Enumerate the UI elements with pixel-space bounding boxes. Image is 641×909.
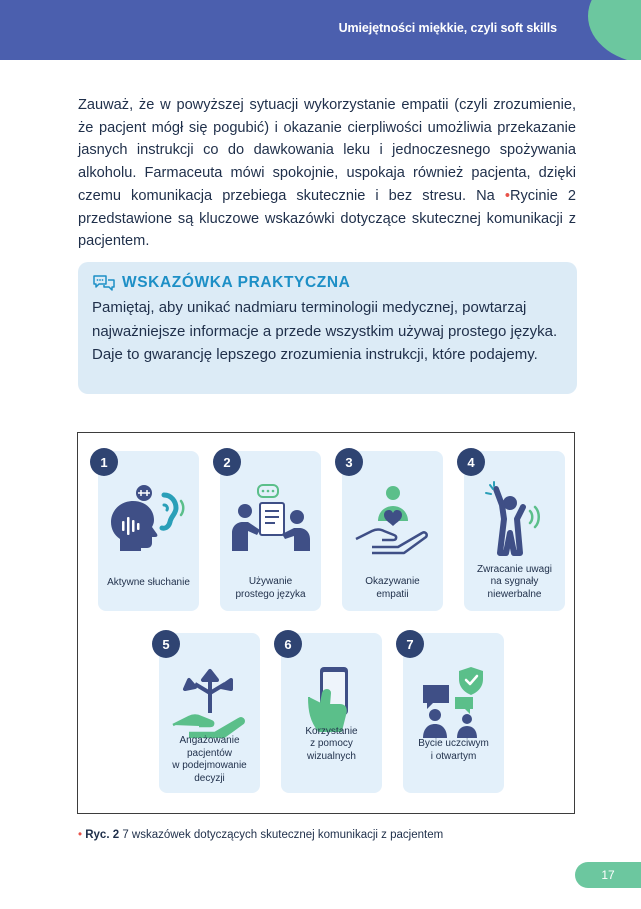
caption-label: Ryc. 2 bbox=[85, 829, 120, 841]
page-header bbox=[0, 0, 641, 60]
gesture-person-icon bbox=[472, 481, 558, 556]
tip-card-label: Okazywanie empatii bbox=[365, 576, 420, 600]
tip-number-badge: 6 bbox=[274, 630, 302, 658]
tip-title: WSKAZÓWKA PRAKTYCZNA bbox=[122, 274, 351, 291]
paragraph-text-1: Zauważ, że w powyższej sytuacji wykorzystanie empatii (czyli zrozumienie, że pacjent mógł się pogubić) i okazanie cierpliwości umożliwia przekazanie jasnych instrukcji co do dawkowania leku i jednoczesnego spożywania alkoholu. Farmaceuta mówi spokojnie, uspokaja również pacjenta, dzięki czemu komunikacja przebiega skutecznie i bez stresu. Na bbox=[78, 97, 576, 204]
body-paragraph bbox=[78, 94, 576, 253]
tip-card-label: Angażowanie pacjentów w podejmowanie decyzji bbox=[172, 735, 247, 784]
tip-number-badge: 4 bbox=[457, 448, 485, 476]
tip-card-7 bbox=[403, 633, 504, 793]
tip-card-1 bbox=[98, 451, 199, 611]
tip-card-3 bbox=[342, 451, 443, 611]
tip-card-label: Korzystanie z pomocy wizualnych bbox=[305, 725, 358, 762]
tip-card-5 bbox=[159, 633, 260, 793]
speech-bubbles-icon bbox=[92, 274, 116, 292]
people-document-icon bbox=[228, 481, 314, 556]
heart-hand-icon bbox=[350, 481, 436, 556]
tip-card-label: Aktywne słuchanie bbox=[107, 576, 190, 588]
figure-tips bbox=[77, 432, 575, 814]
header-decoration bbox=[588, 0, 641, 60]
tip-card-label: Używanie prostego języka bbox=[235, 576, 306, 600]
page-number: 17 bbox=[575, 862, 641, 888]
tip-text: Pamiętaj, aby unikać nadmiaru terminologii medycznej, powtarzaj najważniejsze informacje a przede wszystkim używaj prostego języka. Daje to gwarancję lepszego zrozumienia instrukcji, które podajemy. bbox=[92, 299, 558, 363]
tip-card-4 bbox=[464, 451, 565, 611]
hand-arrows-icon bbox=[167, 663, 253, 738]
tip-card-label: Bycie uczciwym i otwartym bbox=[418, 738, 489, 762]
tip-number-badge: 5 bbox=[152, 630, 180, 658]
caption-dot: • bbox=[78, 829, 83, 841]
tip-number-badge: 3 bbox=[335, 448, 363, 476]
tip-card-2 bbox=[220, 451, 321, 611]
listening-head-icon bbox=[106, 481, 192, 556]
tip-number-badge: 1 bbox=[90, 448, 118, 476]
header-title: Umiejętności miękkie, czyli soft skills bbox=[338, 21, 557, 35]
practical-tip-box bbox=[78, 262, 577, 394]
reference-dot: • bbox=[504, 187, 510, 204]
tip-number-badge: 7 bbox=[396, 630, 424, 658]
people-chat-shield-icon bbox=[411, 663, 497, 738]
tip-header bbox=[92, 274, 350, 292]
caption-text: 7 wskazówek dotyczących skutecznej komunikacji z pacjentem bbox=[119, 829, 444, 841]
tip-card-6 bbox=[281, 633, 382, 793]
tip-number-badge: 2 bbox=[213, 448, 241, 476]
figure-caption bbox=[78, 829, 443, 841]
paragraph-text-2: Rycinie 2 przedstawione są kluczowe wskazówki dotyczące skutecznej komunikacji z pacjentem. bbox=[78, 187, 576, 250]
tip-card-label: Zwracanie uwagi na sygnały niewerbalne bbox=[476, 563, 553, 600]
